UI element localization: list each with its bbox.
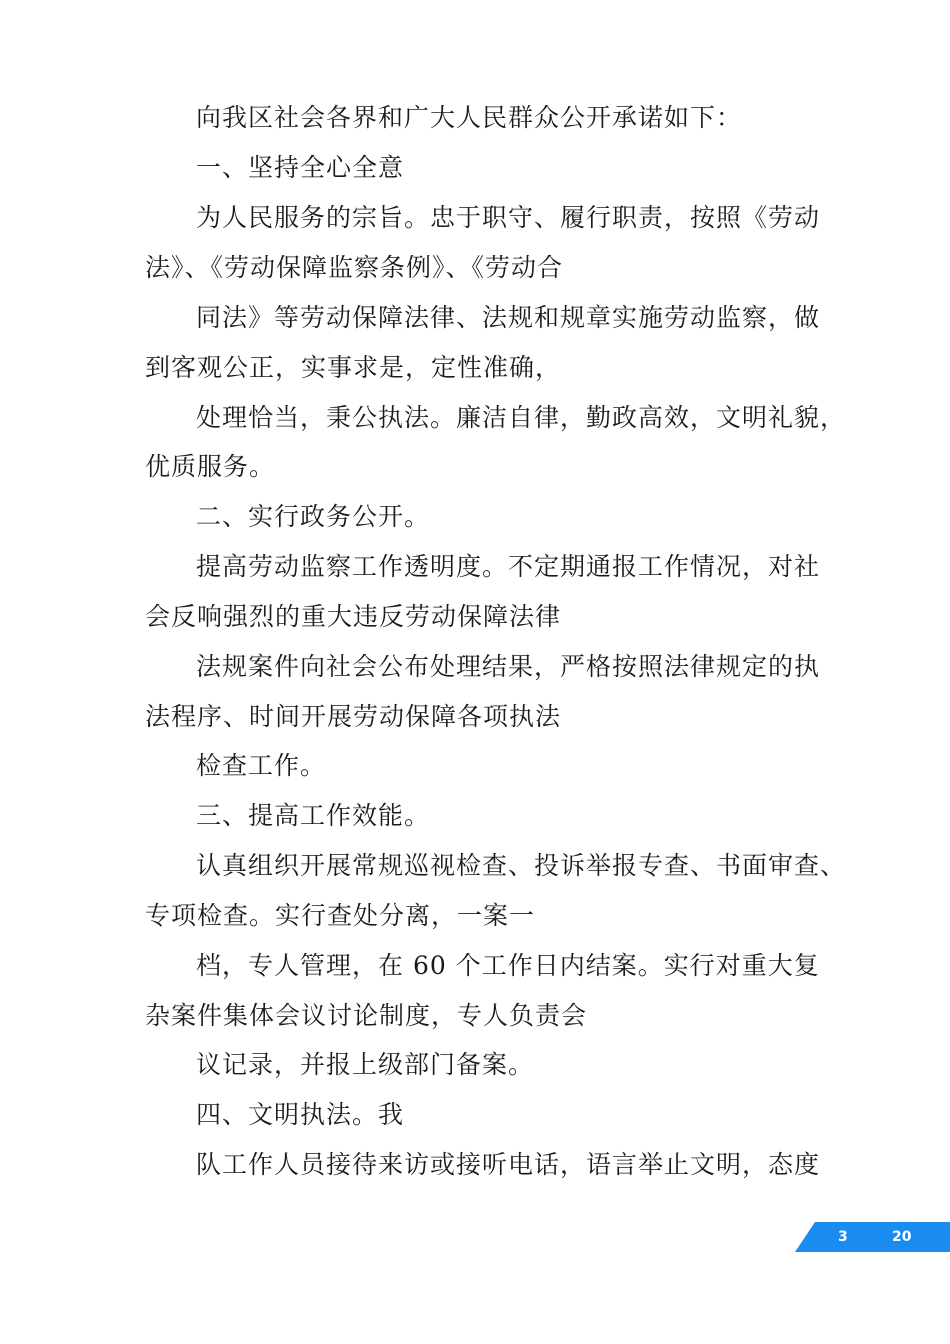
text-line: 认真组织开展常规巡视检查、投诉举报专查、书面审查、 [196,851,847,880]
text-line: 优质服务。 [145,452,276,481]
current-page-number: 3 [838,1229,848,1245]
page-badge-shape [795,1222,950,1252]
text-line: 到客观公正，实事求是，定性准确， [145,353,562,382]
section-heading: 二、实行政务公开。 [196,502,431,531]
section-heading: 一、坚持全心全意 [196,153,405,182]
text-line: 为人民服务的宗旨。忠于职守、履行职责，按照《劳动 [196,203,821,232]
text-line: 议记录，并报上级部门备案。 [196,1050,535,1079]
text-line: 法规案件向社会公布处理结果，严格按照法律规定的执 [196,652,821,681]
text-line: 同法》等劳动保障法律、法规和规章实施劳动监察，做 [196,303,821,332]
total-pages-number: 20 [892,1229,912,1245]
text-line: 档，专人管理，在 60 个工作日内结案。实行对重大复 [196,951,820,980]
section-heading: 四、文明执法。我 [196,1100,405,1129]
text-line: 专项检查。实行查处分离，一案一 [145,901,536,930]
text-line: 队工作人员接待来访或接听电话，语言举止文明，态度 [196,1150,821,1179]
text-line: 法》、《劳动保障监察条例》、《劳动合 [145,253,564,282]
text-line: 提高劳动监察工作透明度。不定期通报工作情况，对社 [196,552,821,581]
text-line: 向我区社会各界和广大人民群众公开承诺如下： [196,103,743,132]
text-line: 检查工作。 [196,751,327,780]
text-line: 杂案件集体会议讨论制度，专人负责会 [145,1001,588,1030]
section-heading: 三、提高工作效能。 [196,801,431,830]
text-line: 处理恰当，秉公执法。廉洁自律，勤政高效，文明礼貌， [196,403,847,432]
page-number-badge [795,1222,950,1252]
text-line: 会反响强烈的重大违反劳动保障法律 [145,602,562,631]
text-line: 法程序、时间开展劳动保障各项执法 [145,702,562,731]
